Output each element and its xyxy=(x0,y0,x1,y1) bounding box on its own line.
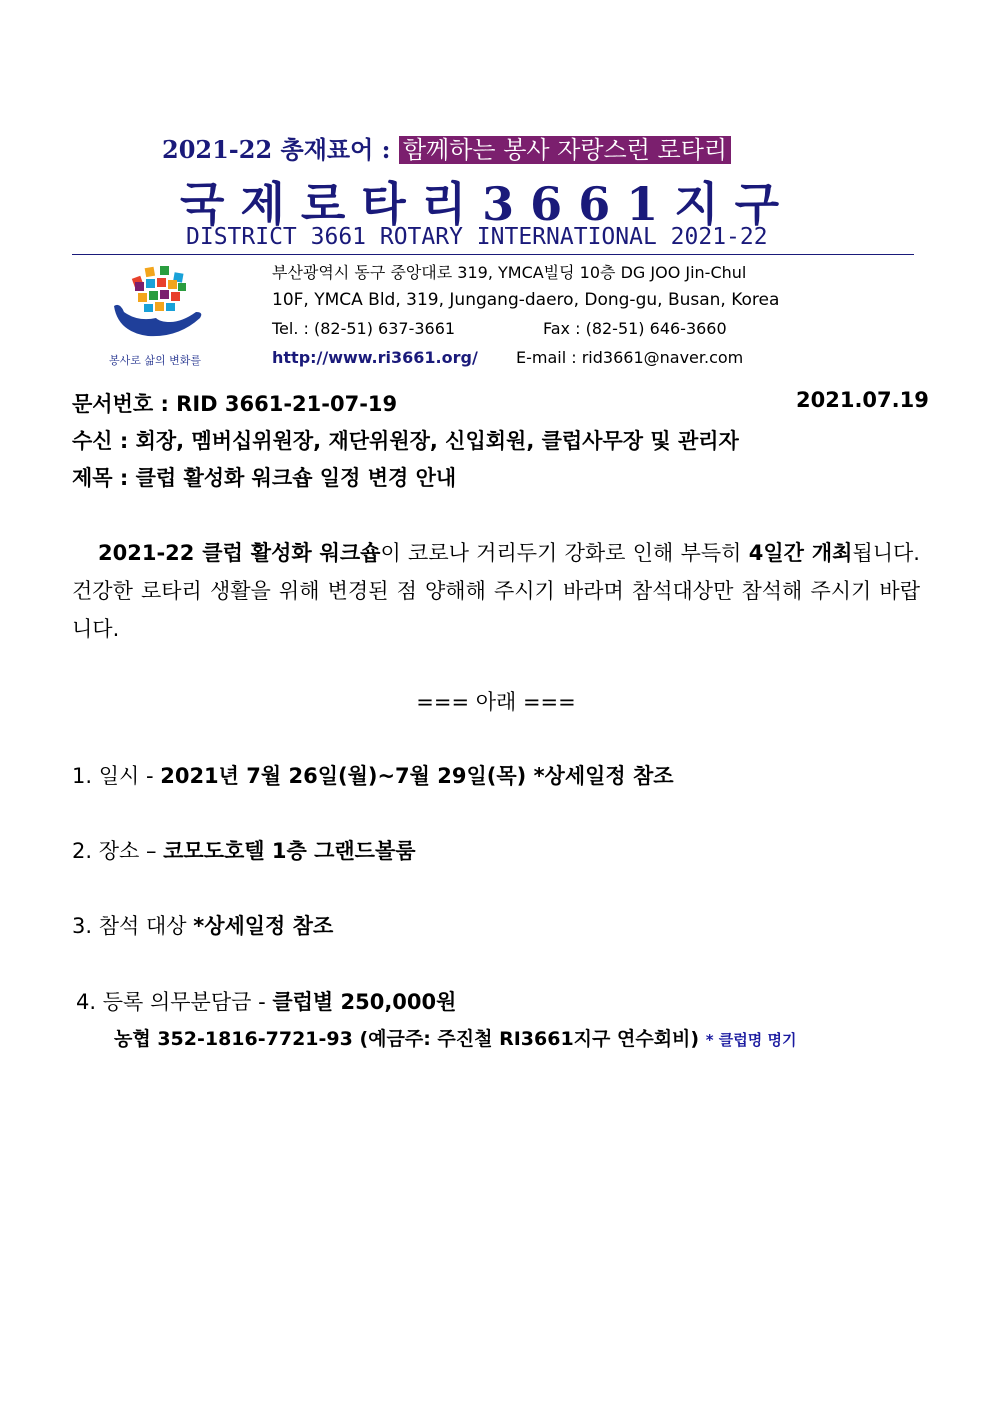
address-korean: 부산광역시 동구 중앙대로 319, YMCA빌딩 10층 DG JOO Jin-Chul xyxy=(272,263,747,282)
page-title: 국제로타리3661지구 xyxy=(180,177,796,231)
website-link[interactable]: http://www.ri3661.org/ xyxy=(272,348,478,367)
item-venue: 2. 장소 – 코모도호텔 1층 그랜드볼룸 xyxy=(72,839,416,863)
logo-caption: 봉사로 삶의 변화를 xyxy=(108,354,201,367)
item-registration-fee: 4. 등록 의무분담금 - 클럽별 250,000원 xyxy=(76,990,457,1014)
motto-label: 2021-22 총재표어 : xyxy=(162,135,391,164)
bank-note: * 클럽명 명기 xyxy=(705,1031,797,1049)
para-text-2: 됩니다. 건강한 로타리 생활을 위해 변경된 점 양해해 주시기 바라며 참석대상만 참석해 주시기 바랍니다. xyxy=(72,541,920,641)
para-text-1: 이 코로나 거리두기 강화로 인해 부득히 xyxy=(380,541,742,565)
telephone: Tel. : (82-51) 637-3661 xyxy=(272,319,456,338)
rotary-logo-icon xyxy=(108,262,208,342)
email: E-mail : rid3661@naver.com xyxy=(516,348,744,367)
header-divider xyxy=(72,254,914,255)
page-subtitle: DISTRICT 3661 ROTARY INTERNATIONAL 2021-22 xyxy=(186,224,768,250)
section-separator: === 아래 === xyxy=(416,690,576,714)
duration: 4일간 개최 xyxy=(748,541,853,565)
document-date: 2021.07.19 xyxy=(796,388,929,412)
fax: Fax : (82-51) 646-3660 xyxy=(543,319,727,338)
document-number: 문서번호 : RID 3661-21-07-19 xyxy=(72,392,398,416)
address-english: 10F, YMCA Bld, 319, Jungang-daero, Dong-gu, Busan, Korea xyxy=(272,290,780,310)
body-paragraph xyxy=(72,534,920,648)
bank-account: 농협 352-1816-7721-93 (예금주: 주진철 RI3661지구 연수회비) * 클럽명 명기 xyxy=(114,1028,797,1050)
recipients: 수신 : 회장, 멤버십위원장, 재단위원장, 신입회원, 클럽사무장 및 관리자 xyxy=(72,429,739,453)
district-motto xyxy=(162,130,731,165)
item-date: 1. 일시 - 2021년 7월 26일(월)~7월 29일(목) *상세일정 참조 xyxy=(72,764,674,788)
subject: 제목 : 클럽 활성화 워크숍 일정 변경 안내 xyxy=(72,466,457,490)
workshop-name: 2021-22 클럽 활성화 워크숍 xyxy=(98,541,381,565)
item-attendees: 3. 참석 대상 *상세일정 참조 xyxy=(72,914,334,938)
motto-highlight: 함께하는 봉사 자랑스런 로타리 xyxy=(399,136,731,164)
